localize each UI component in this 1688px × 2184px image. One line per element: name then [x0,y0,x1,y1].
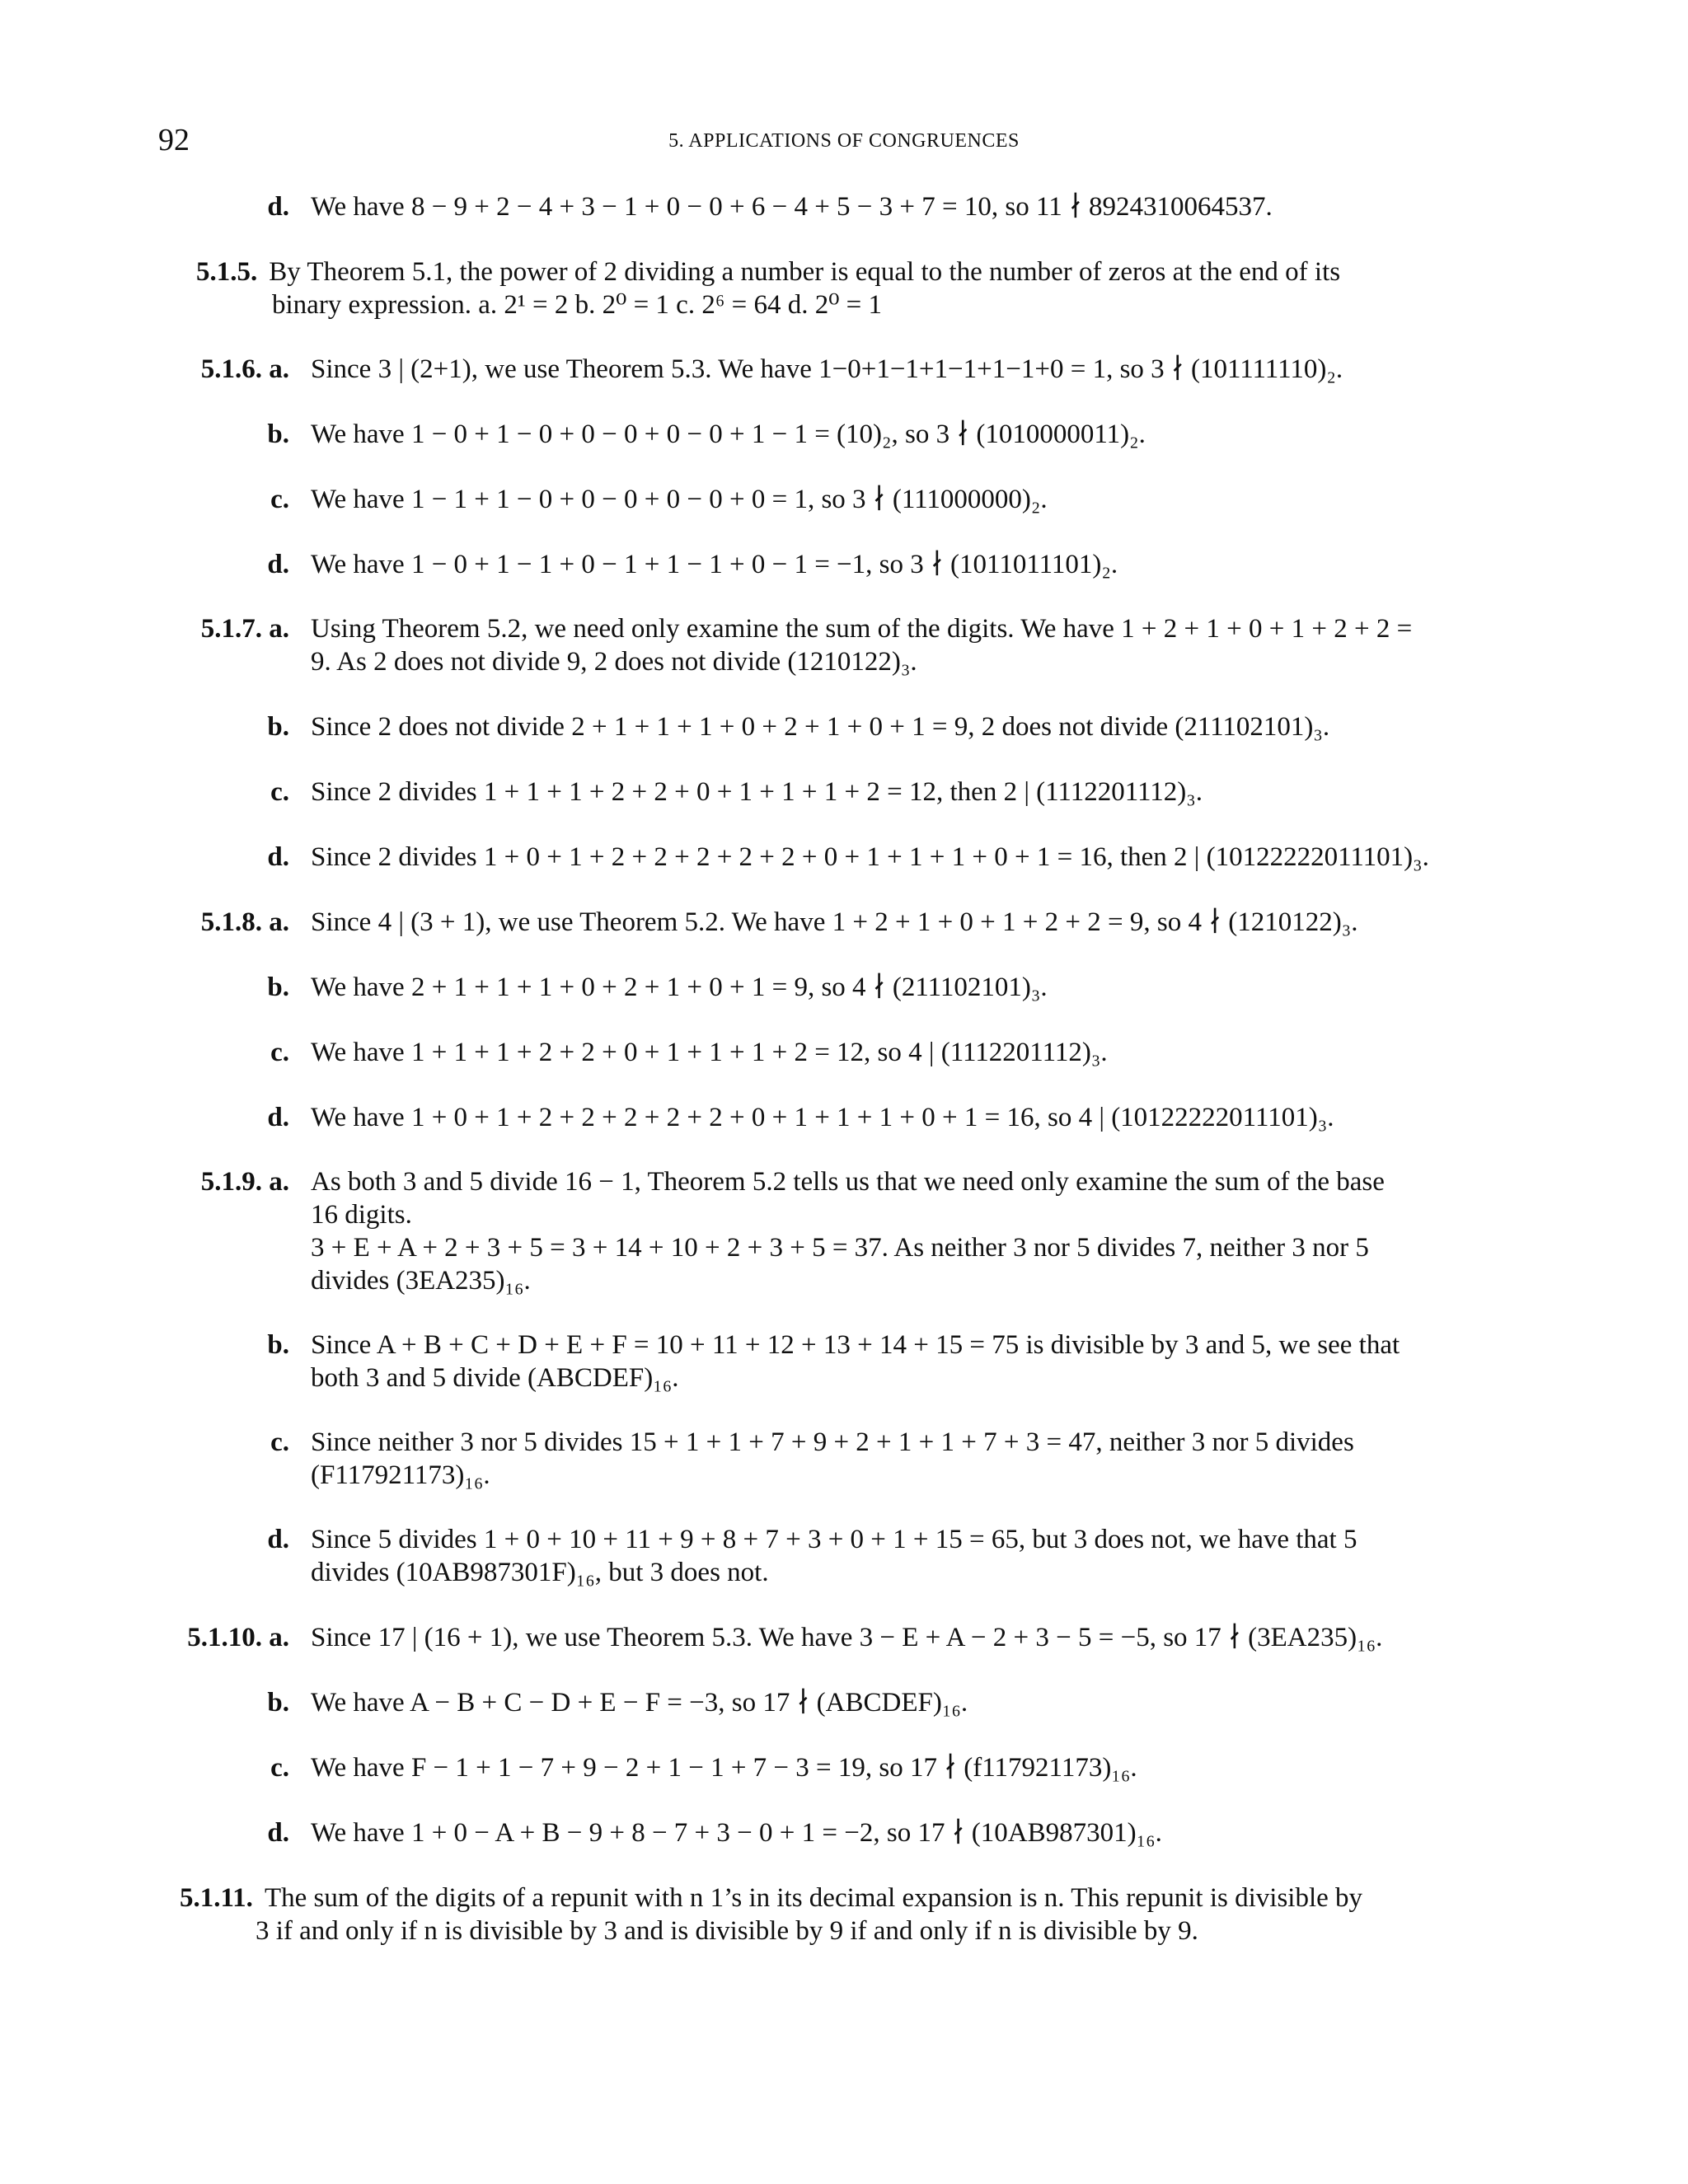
item-text: We have A − B + C − D + E − F = −3, so 17 ∤ (ABCDEF)₁₆. [311,1688,968,1718]
item-label: d. [267,1525,289,1554]
item-text: Using Theorem 5.2, we need only examine the sum of the digits. We have 1 + 2 + 1 + 0 + 1 + 2 + 2 = 9. As 2 does not divide 9, 2 does not divide (1210122)₃. [311,614,1413,677]
item-label: c. [270,1753,289,1783]
item-text: Since neither 3 nor 5 divides 15 + 1 + 1 + 7 + 9 + 2 + 1 + 1 + 7 + 3 = 47, neither 3 nor 5 divides (F117921173)₁₆. [311,1427,1354,1490]
item-text: We have 1 − 0 + 1 − 1 + 0 − 1 + 1 − 1 + 0 − 1 = −1, so 3 ∤ (1011011101)₂. [311,550,1118,579]
item-text: We have 2 + 1 + 1 + 1 + 0 + 2 + 1 + 0 + 1 = 9, so 4 ∤ (211102101)₃. [311,972,1048,1002]
item-label: d. [267,550,289,579]
item-text: As both 3 and 5 divide 16 − 1, Theorem 5.2 tells us that we need only examine the sum of the base 16 digits. 3 + E + A + 2 + 3 + 5 = 3 + 14 + 10 + 2 + 3 + 5 = 37. As neither 3 nor 5 divides 7, neither 3 nor 5 divides (3EA235)₁₆. [311,1167,1385,1296]
item-text: Since 2 divides 1 + 1 + 1 + 2 + 2 + 0 + 1 + 1 + 1 + 2 = 12, then 2 | (1112201112)₃. [311,777,1203,807]
item-label: 5.1.7. a. [200,614,289,644]
page-number: 92 [158,123,190,157]
item-label: 5.1.11. [180,1883,253,1913]
item-text: 5.1.5. By Theorem 5.1, the power of 2 dividing a number is equal to the number of zeros at the end of its binary expression. a. 2¹ = 2 b. 2⁰ = 1 c. 2⁶ = 64 d. 2⁰ = 1 [196,257,1341,320]
item-label: d. [267,1103,289,1132]
item-text: We have 1 + 0 + 1 + 2 + 2 + 2 + 2 + 2 + 0 + 1 + 1 + 1 + 0 + 1 = 16, so 4 | (10122222011101)₃. [311,1103,1334,1132]
item-label: b. [267,419,289,449]
item-text: We have 1 − 0 + 1 − 0 + 0 − 0 + 0 − 0 + 1 − 1 = (10)₂, so 3 ∤ (1010000011)₂. [311,419,1146,449]
item-text: 5.1.11. The sum of the digits of a repunit with n 1’s in its decimal expansion is n. This repunit is divisible by 3 if and only if n is divisible by 3 and is divisible by 9 if and only if n is divisible by 9. [180,1883,1363,1946]
item-label: 5.1.5. [196,257,258,287]
item-label: c. [270,777,289,807]
item-label: b. [267,1330,289,1360]
item-text: Since 4 | (3 + 1), we use Theorem 5.2. We have 1 + 2 + 1 + 0 + 1 + 2 + 2 = 9, so 4 ∤ (1210122)₃. [311,907,1358,937]
item-label: 5.1.10. a. [187,1623,289,1652]
running-head: 5. APPLICATIONS OF CONGRUENCES [668,130,1020,152]
item-label: 5.1.6. a. [200,354,289,384]
item-label: d. [267,192,289,222]
item-text: We have 8 − 9 + 2 − 4 + 3 − 1 + 0 − 0 + 6 − 4 + 5 − 3 + 7 = 10, so 11 ∤ 8924310064537. [311,192,1273,222]
item-text: We have 1 + 0 − A + B − 9 + 8 − 7 + 3 − 0 + 1 = −2, so 17 ∤ (10AB987301)₁₆. [311,1818,1162,1848]
item-label: 5.1.8. a. [200,907,289,937]
item-label: c. [270,1427,289,1457]
item-text: Since 5 divides 1 + 0 + 10 + 11 + 9 + 8 + 7 + 3 + 0 + 1 + 15 = 65, but 3 does not, we have that 5 divides (10AB987301F)₁₆, but 3 does not. [311,1525,1357,1587]
item-text: Since 2 does not divide 2 + 1 + 1 + 1 + 0 + 2 + 1 + 0 + 1 = 9, 2 does not divide (211102101)₃. [311,712,1330,742]
item-text: We have 1 + 1 + 1 + 2 + 2 + 0 + 1 + 1 + 1 + 2 = 12, so 4 | (1112201112)₃. [311,1038,1108,1067]
item-label: 5.1.9. a. [200,1167,289,1197]
item-text: Since 3 | (2+1), we use Theorem 5.3. We have 1−0+1−1+1−1+1−1+0 = 1, so 3 ∤ (101111110)₂. [311,354,1343,384]
item-text: Since A + B + C + D + E + F = 10 + 11 + 12 + 13 + 14 + 15 = 75 is divisible by 3 and 5, we see that both 3 and 5 divide (ABCDEF)₁₆. [311,1330,1400,1393]
item-label: b. [267,1688,289,1718]
item-label: b. [267,712,289,742]
item-text: Since 17 | (16 + 1), we use Theorem 5.3. We have 3 − E + A − 2 + 3 − 5 = −5, so 17 ∤ (3EA235)₁₆. [311,1623,1383,1652]
item-label: d. [267,842,289,872]
item-text: Since 2 divides 1 + 0 + 1 + 2 + 2 + 2 + 2 + 2 + 0 + 1 + 1 + 1 + 0 + 1 = 16, then 2 | (10122222011101)₃. [311,842,1429,872]
item-label: b. [267,972,289,1002]
item-label: d. [267,1818,289,1848]
item-label: c. [270,1038,289,1067]
item-text: We have 1 − 1 + 1 − 0 + 0 − 0 + 0 − 0 + 0 = 1, so 3 ∤ (111000000)₂. [311,485,1048,514]
item-label: c. [270,485,289,514]
item-text: We have F − 1 + 1 − 7 + 9 − 2 + 1 − 1 + 7 − 3 = 19, so 17 ∤ (f117921173)₁₆. [311,1753,1137,1783]
